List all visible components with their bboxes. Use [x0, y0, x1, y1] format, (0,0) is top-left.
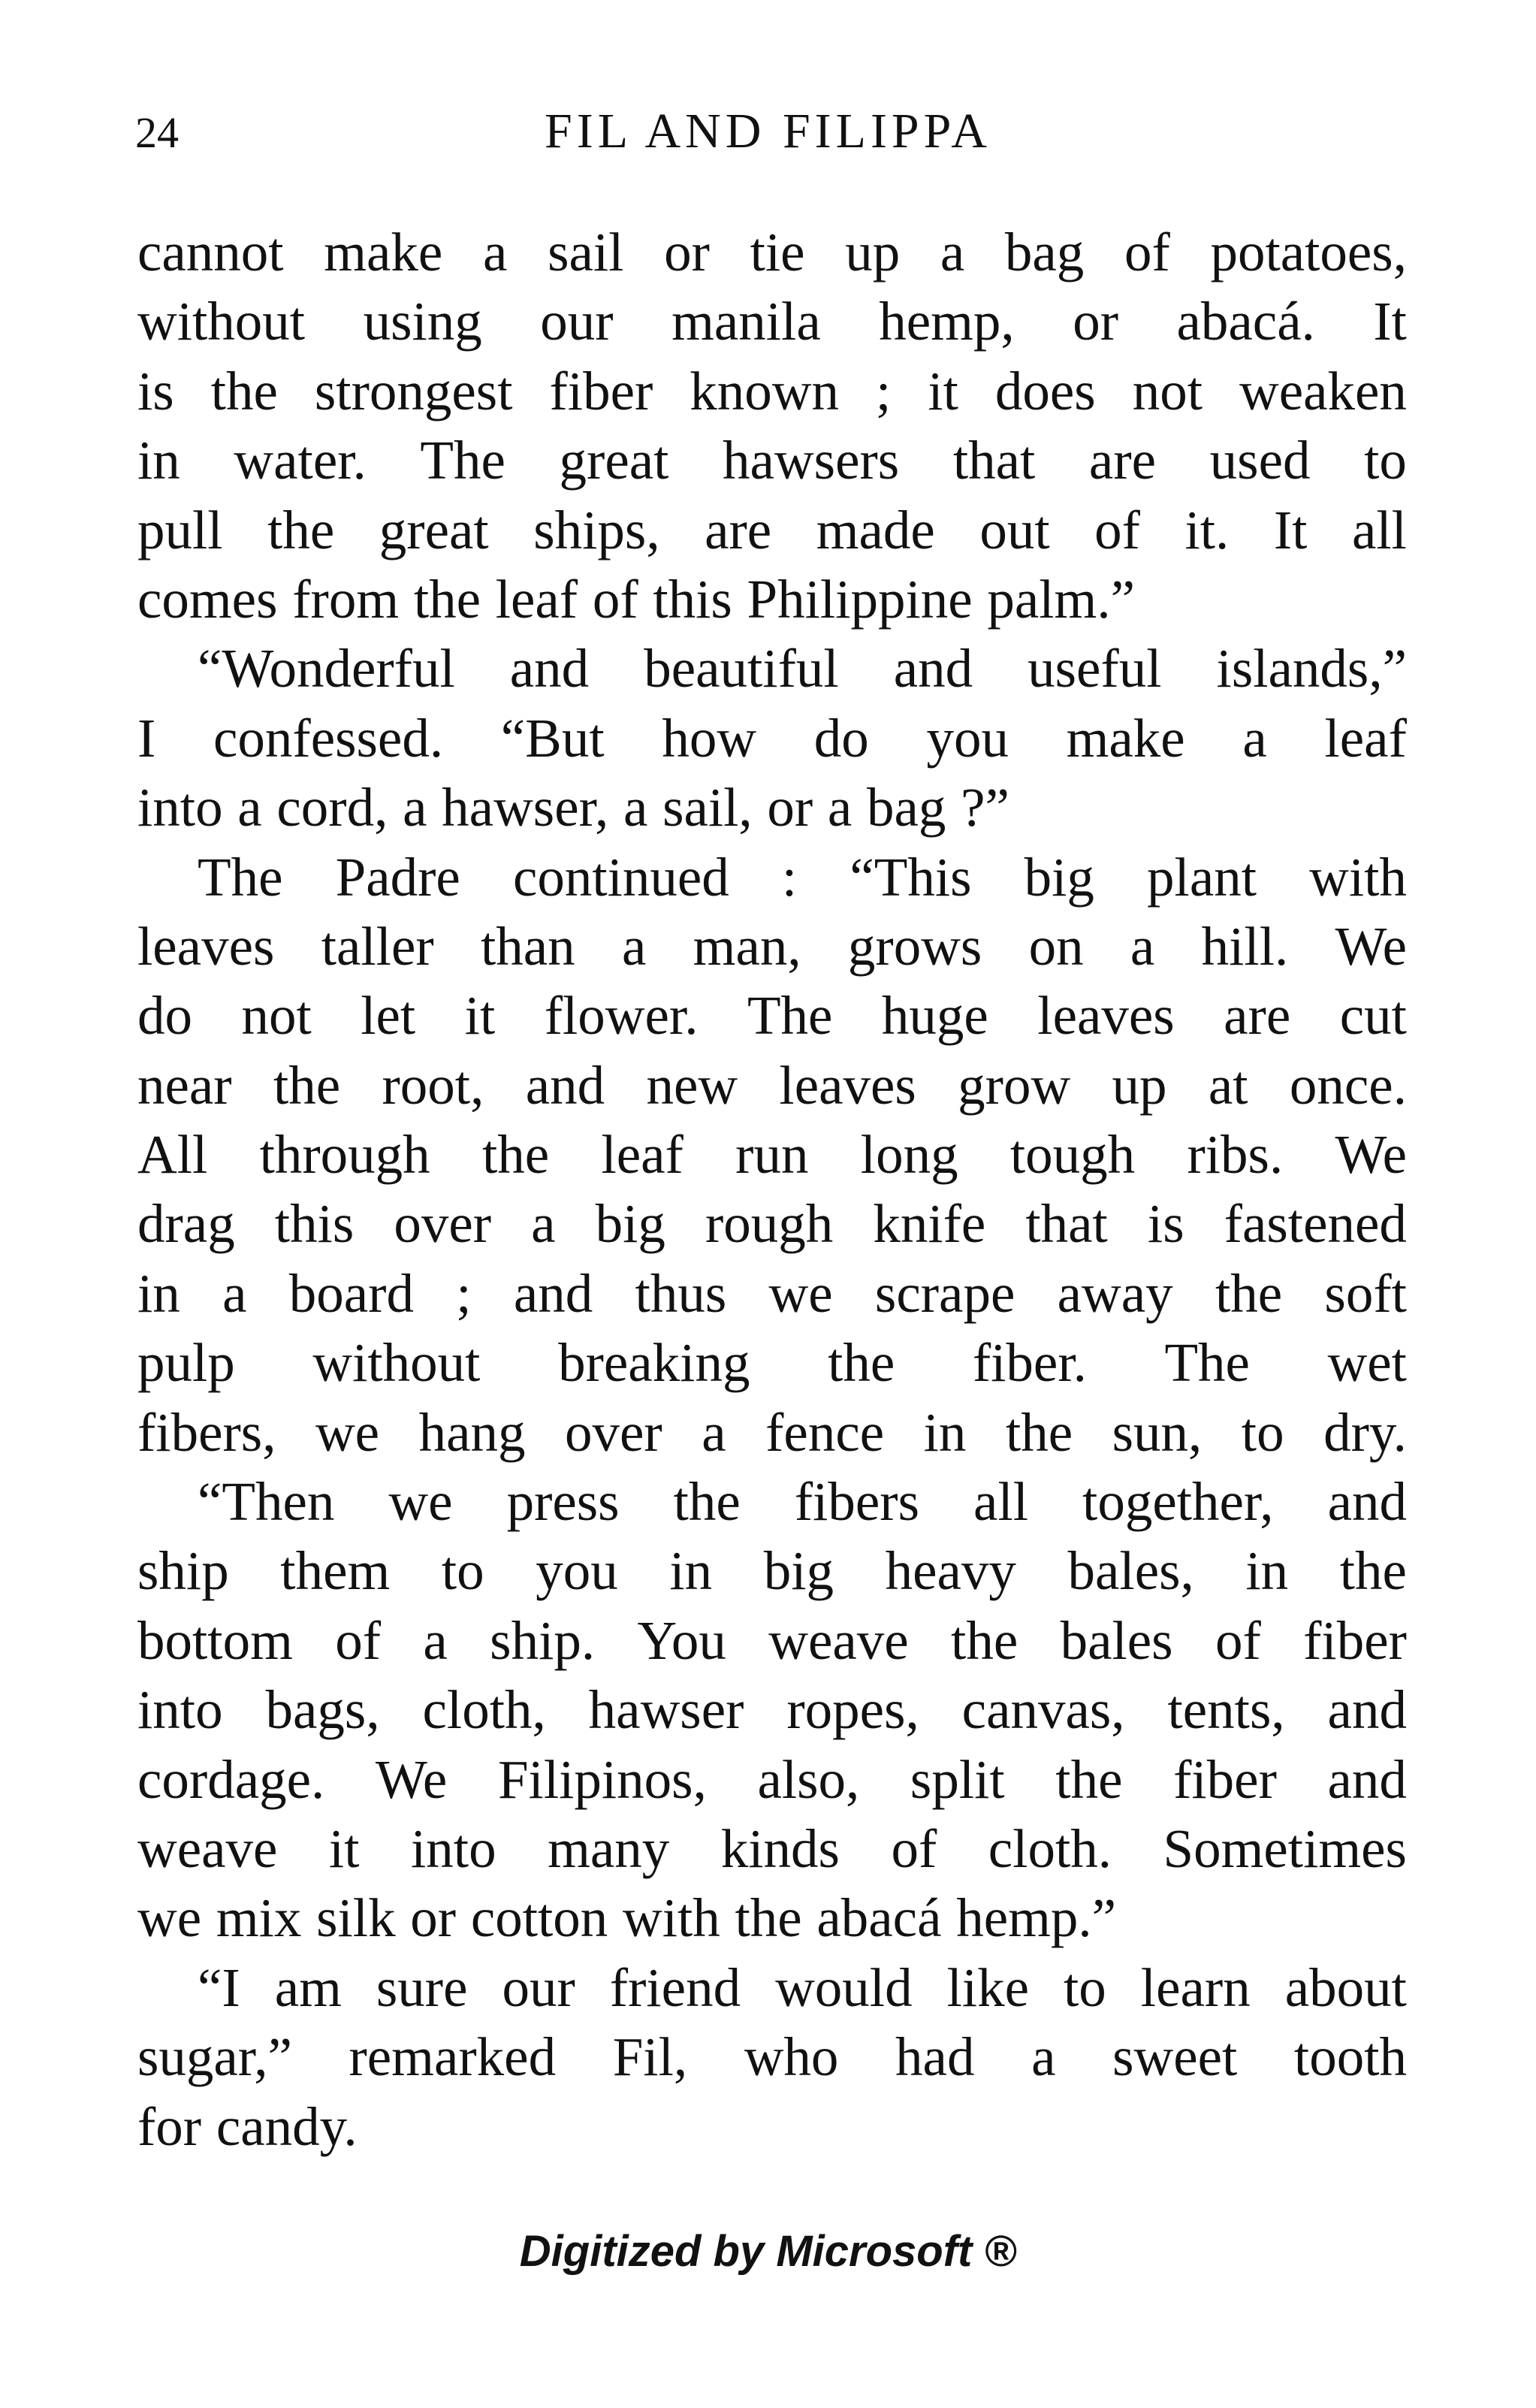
text-line: into bags, cloth, hawser ropes, canvas, tents, and: [137, 1679, 1407, 1741]
text-line: weave it into many kinds of cloth. Sometimes: [137, 1817, 1407, 1879]
text-line: I confessed. “But how do you make a leaf: [137, 707, 1407, 769]
text-line: near the root, and new leaves grow up at once.: [137, 1054, 1407, 1116]
text-line: in a board ; and thus we scrape away the soft: [137, 1262, 1407, 1324]
running-head: FIL AND FILIPPA: [545, 104, 991, 159]
text-line: “Wonderful and beautiful and useful islands,”: [198, 638, 1407, 699]
text-line: pull the great ships, are made out of it. It all: [137, 499, 1407, 560]
page-number: 24: [135, 108, 179, 157]
text-line: All through the leaf run long tough ribs. We: [137, 1124, 1407, 1186]
text-line: sugar,” remarked Fil, who had a sweet tooth: [137, 2026, 1407, 2088]
text-line: in water. The great hawsers that are used to: [137, 430, 1407, 491]
text-line: drag this over a big rough knife that is fastened: [137, 1193, 1407, 1255]
text-line: fibers, we hang over a fence in the sun, to dry.: [137, 1401, 1407, 1463]
text-line: cordage. We Filipinos, also, split the fiber and: [137, 1748, 1407, 1810]
text-line: “I am sure our friend would like to learn about: [198, 1956, 1407, 2018]
text-line: “Then we press the fibers all together, and: [198, 1471, 1407, 1533]
text-line: leaves taller than a man, grows on a hill. We: [137, 915, 1407, 977]
text-line: ship them to you in big heavy bales, in the: [137, 1540, 1407, 1602]
text-line: cannot make a sail or tie up a bag of potatoes,: [137, 222, 1407, 282]
text-line: comes from the leaf of this Philippine palm.”: [137, 568, 1135, 630]
digitized-watermark: Digitized by Microsoft ®: [519, 2227, 1017, 2276]
text-line: for candy.: [137, 2095, 358, 2157]
text-line: is the strongest fiber known ; it does not weaken: [137, 360, 1407, 421]
text-line: we mix silk or cotton with the abacá hemp.”: [137, 1887, 1117, 1949]
text-line: bottom of a ship. You weave the bales of fiber: [137, 1609, 1407, 1671]
text-line: into a cord, a hawser, a sail, or a bag ?”: [137, 777, 1009, 838]
text-line: do not let it flower. The huge leaves are cut: [137, 985, 1407, 1047]
text-line: pulp without breaking the fiber. The wet: [137, 1332, 1407, 1394]
text-line: The Padre continued : “This big plant with: [198, 846, 1407, 908]
text-line: without using our manila hemp, or abacá. It: [137, 291, 1407, 352]
body-text: [137, 218, 1407, 2162]
